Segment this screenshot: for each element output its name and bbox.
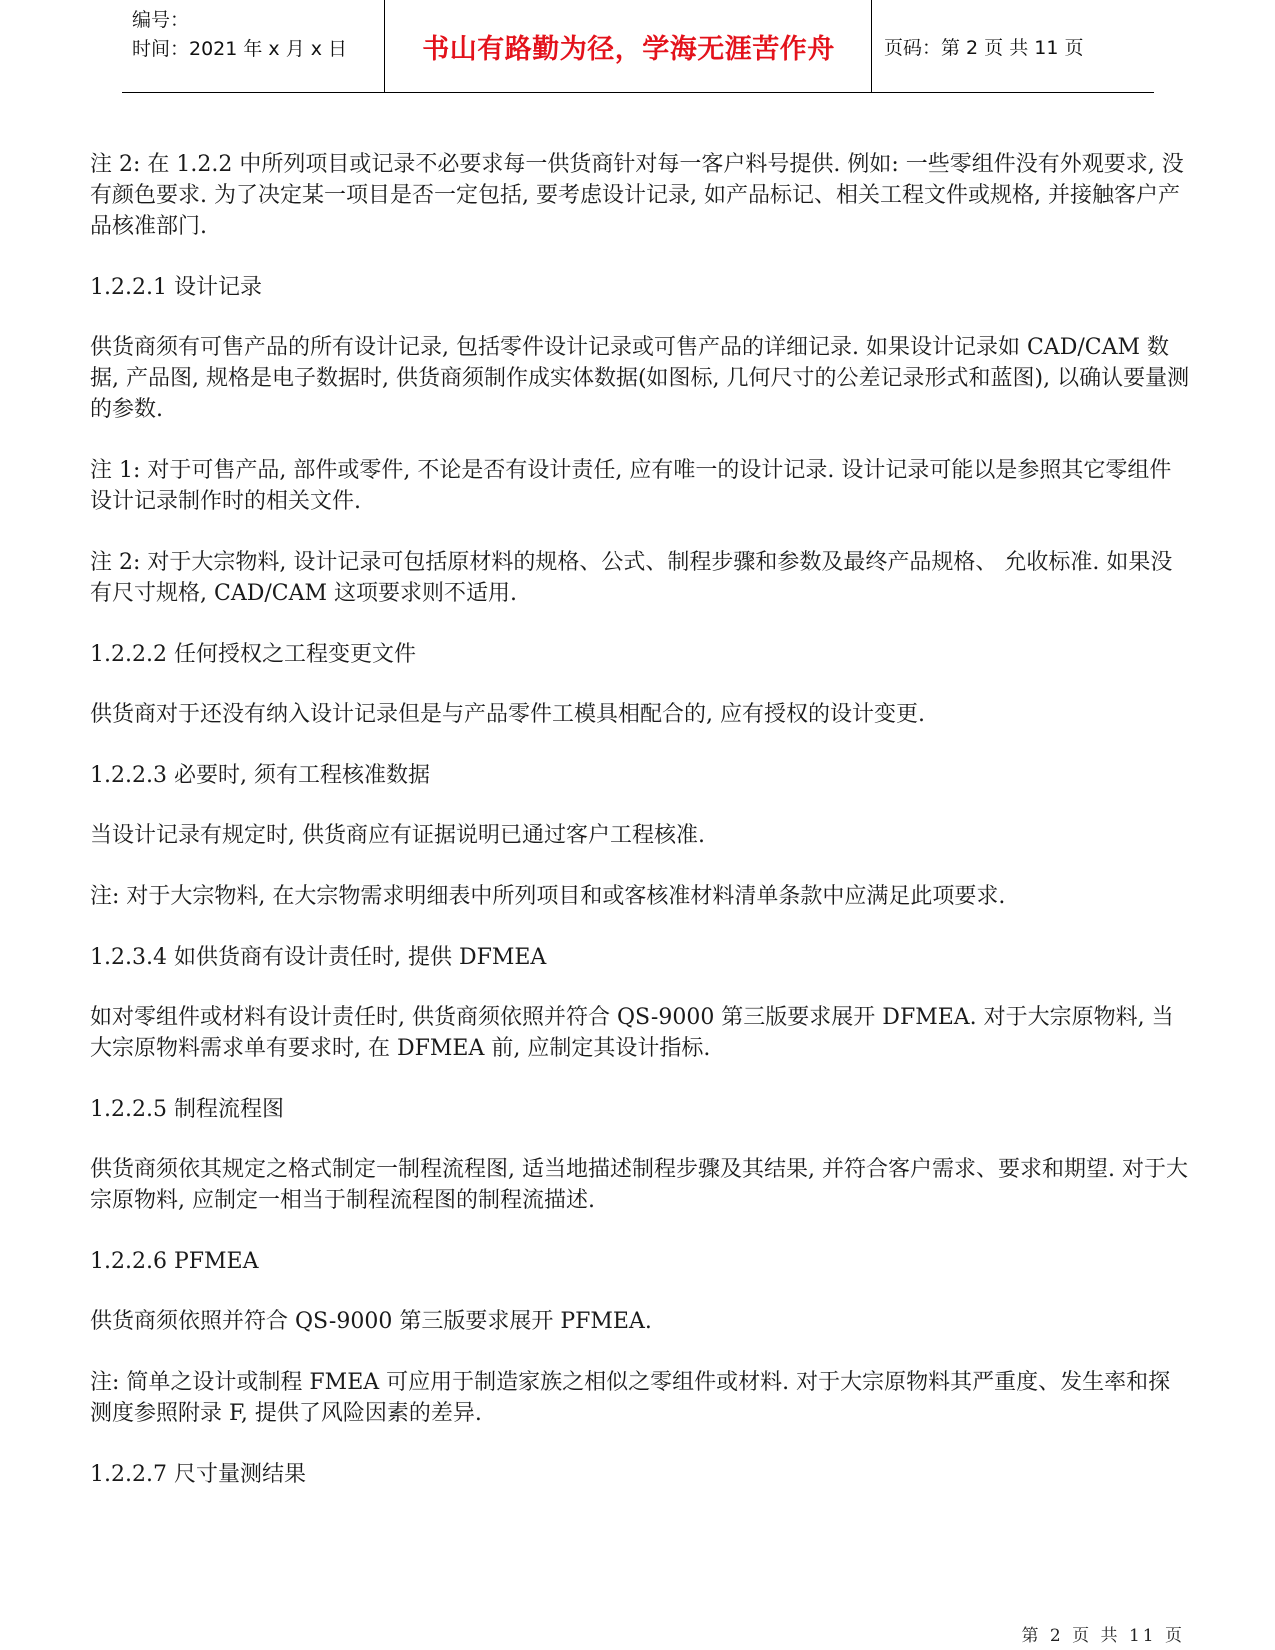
header-divider (871, 0, 872, 92)
page-footer: 第 2 页 共 11 页 (1021, 1626, 1185, 1646)
header-page-number: 页码：第 2 页 共 11 页 (884, 36, 1084, 59)
paragraph: 注: 简单之设计或制程 FMEA 可应用于制造家族之相似之零组件或材料. 对于大宗原物料其严重度、发生率和探测度参照附录 F, 提供了风险因素的差异. (90, 1370, 1171, 1426)
paragraph: 当设计记录有规定时, 供货商应有证据说明已通过客户工程核准. (90, 823, 705, 848)
header-motto: 书山有路勤为径，学海无涯苦作舟 (422, 33, 835, 65)
time-label: 时间：2021 年 x 月 x 日 (132, 38, 348, 60)
section-heading: 1.2.2.2 任何授权之工程变更文件 (90, 642, 416, 667)
paragraph: 供货商对于还没有纳入设计记录但是与产品零件工模具相配合的, 应有授权的设计变更. (90, 702, 925, 727)
paragraph: 注 2: 在 1.2.2 中所列项目或记录不必要求每一供货商针对每一客户料号提供. 例如: 一些零组件没有外观要求, 没有颜色要求. 为了决定某一项目是否一定包括, 要考虑设计记录, 如产品标记、相关工程文件或规格, 并接触客户产品核准部门. (90, 152, 1184, 239)
document-body (90, 149, 1190, 1519)
section-heading: 1.2.2.5 制程流程图 (90, 1097, 284, 1122)
section-heading: 1.2.2.7 尺寸量测结果 (90, 1462, 306, 1487)
section-heading: 1.2.3.4 如供货商有设计责任时, 提供 DFMEA (90, 945, 547, 970)
section-heading: 1.2.2.1 设计记录 (90, 275, 262, 300)
paragraph: 如对零组件或材料有设计责任时, 供货商须依照并符合 QS-9000 第三版要求展开 DFMEA. 对于大宗原物料, 当大宗原物料需求单有要求时, 在 DFMEA 前, 应制定其设计指标. (90, 1005, 1174, 1061)
paragraph: 注 2: 对于大宗物料, 设计记录可包括原材料的规格、公式、制程步骤和参数及最终产品规格、 允收标准. 如果没有尺寸规格, CAD/CAM 这项要求则不适用. (90, 550, 1173, 606)
paragraph: 注 1: 对于可售产品, 部件或零件, 不论是否有设计责任, 应有唯一的设计记录. 设计记录可能以是参照其它零组件设计记录制作时的相关文件. (90, 458, 1172, 514)
section-heading: 1.2.2.6 PFMEA (90, 1249, 259, 1274)
number-label: 编号： (132, 9, 190, 31)
header-divider (384, 0, 385, 92)
paragraph: 注: 对于大宗物料, 在大宗物需求明细表中所列项目和或客核准材料清单条款中应满足此项要求. (90, 884, 1006, 909)
paragraph: 供货商须依照并符合 QS-9000 第三版要求展开 PFMEA. (90, 1309, 652, 1334)
section-heading: 1.2.2.3 必要时, 须有工程核准数据 (90, 763, 430, 788)
paragraph: 供货商须依其规定之格式制定一制程流程图, 适当地描述制程步骤及其结果, 并符合客户需求、要求和期望. 对于大宗原物料, 应制定一相当于制程流程图的制程流描述. (90, 1157, 1188, 1213)
header-meta (132, 6, 347, 64)
paragraph: 供货商须有可售产品的所有设计记录, 包括零件设计记录或可售产品的详细记录. 如果设计记录如 CAD/CAM 数据, 产品图, 规格是电子数据时, 供货商须制作成实体数据(如图标, 几何尺寸的公差记录形式和蓝图), 以确认要量测的参数. (90, 335, 1190, 422)
page-header (122, 0, 1154, 93)
